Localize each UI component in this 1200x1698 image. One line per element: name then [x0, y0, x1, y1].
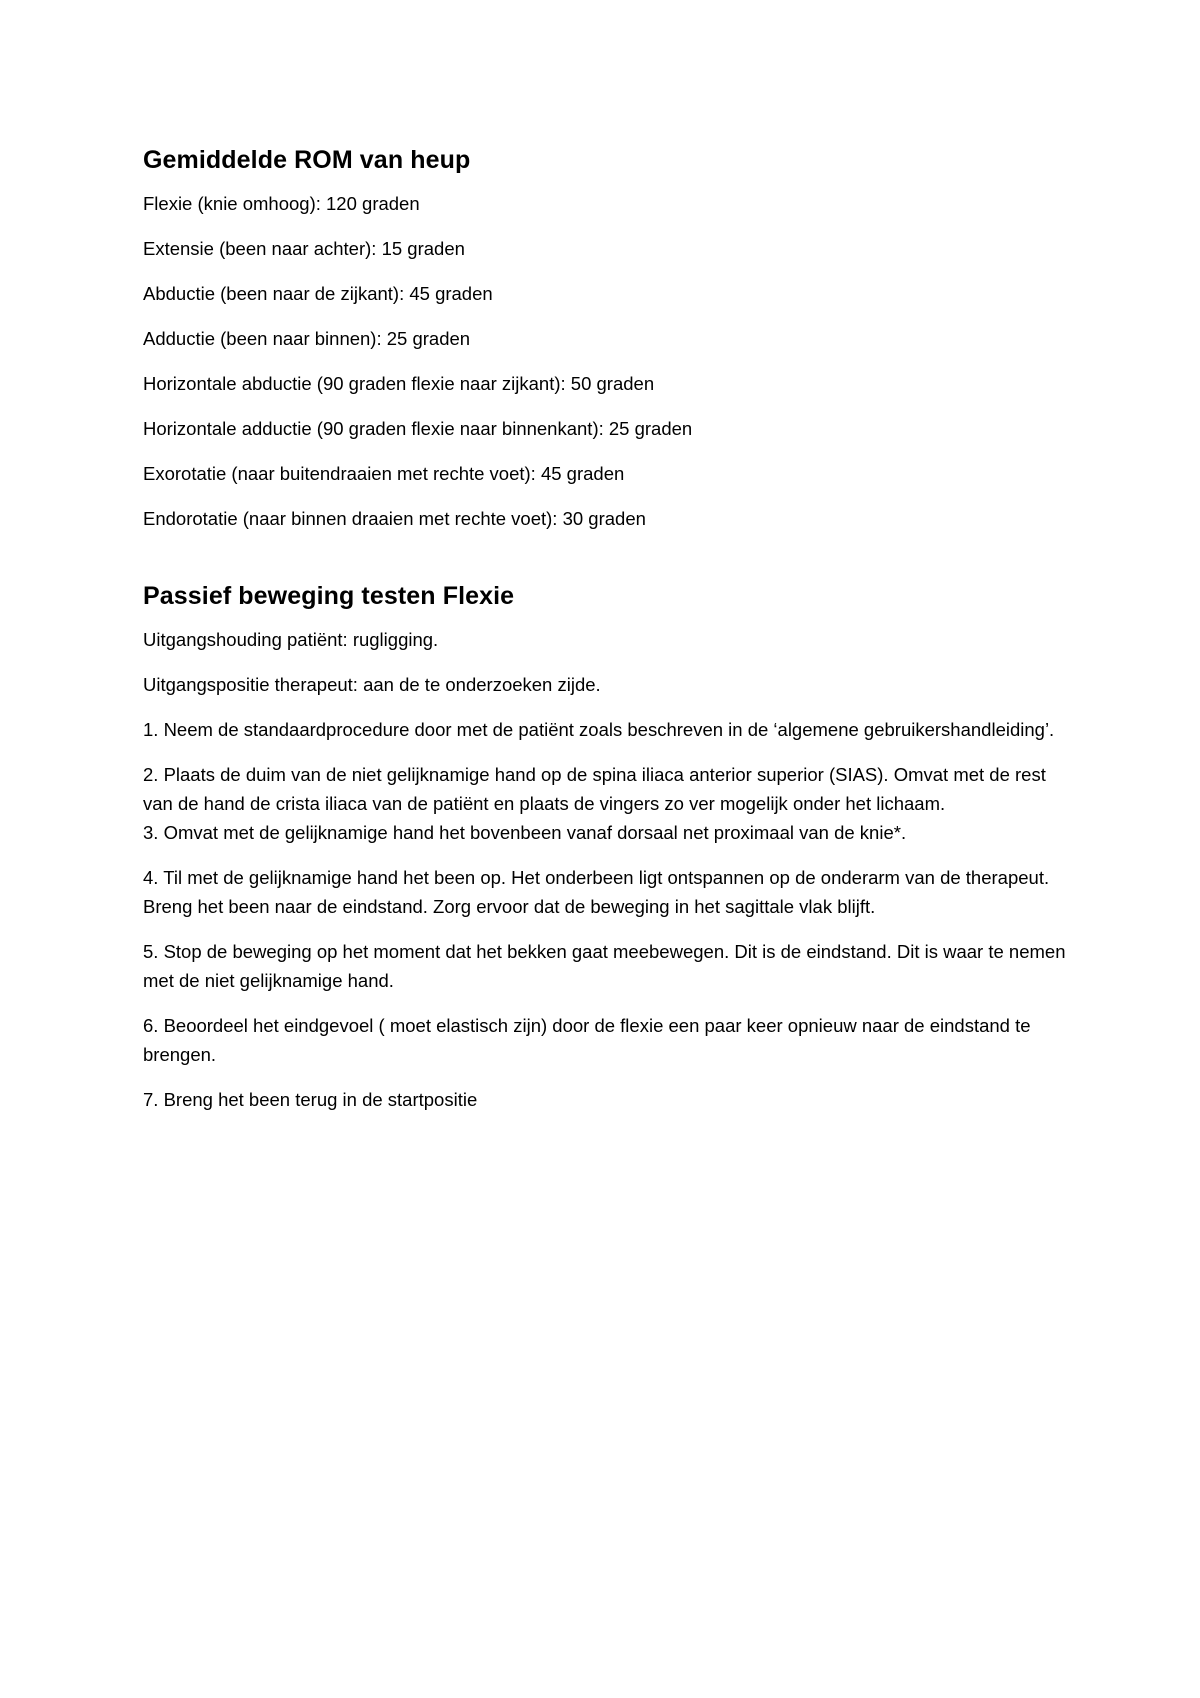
step-3: 3. Omvat met de gelijknamige hand het bovenbeen vanaf dorsaal net proximaal van de knie*. — [143, 822, 907, 843]
rom-section — [143, 143, 1073, 533]
step-5: 5. Stop de beweging op het moment dat het bekken gaat meebewegen. Dit is de eindstand. Dit is waar te nemen met de niet gelijknamige hand. — [143, 941, 1066, 991]
rom-item-horizontal-adductie: Horizontale adductie (90 graden flexie naar binnenkant): 25 graden — [143, 418, 693, 439]
step-1: 1. Neem de standaardprocedure door met de patiënt zoals beschreven in de ‘algemene gebruikershandleiding’. — [143, 719, 1055, 740]
document-content — [143, 143, 1073, 1130]
step-7: 7. Breng het been terug in de startpositie — [143, 1089, 478, 1110]
step-4: 4. Til met de gelijknamige hand het been op. Het onderbeen ligt ontspannen op de onderarm van de therapeut. Breng het been naar de eindstand. Zorg ervoor dat de beweging in het sagittale vlak blijft. — [143, 867, 1050, 917]
step-2: 2. Plaats de duim van de niet gelijknamige hand op de spina iliaca anterior superior (SIAS). Omvat met de rest van de hand de crista iliaca van de patiënt en plaats de vingers zo ver mogelijk onder het lichaam. — [143, 764, 1046, 814]
therapist-starting-position: Uitgangspositie therapeut: aan de te onderzoeken zijde. — [143, 674, 601, 695]
rom-item-flexie: Flexie (knie omhoog): 120 graden — [143, 193, 420, 214]
rom-item-extensie: Extensie (been naar achter): 15 graden — [143, 238, 465, 259]
rom-list — [143, 189, 1073, 533]
rom-heading: Gemiddelde ROM van heup — [143, 146, 471, 174]
step-6: 6. Beoordeel het eindgevoel ( moet elastisch zijn) door de flexie een paar keer opnieuw naar de eindstand te brengen. — [143, 1015, 1031, 1065]
patient-starting-position: Uitgangshouding patiënt: rugligging. — [143, 629, 439, 650]
rom-item-horizontal-abductie: Horizontale abductie (90 graden flexie naar zijkant): 50 graden — [143, 373, 655, 394]
passive-flexion-section — [143, 579, 1073, 1114]
rom-item-exorotatie: Exorotatie (naar buitendraaien met rechte voet): 45 graden — [143, 463, 625, 484]
rom-item-endorotatie: Endorotatie (naar binnen draaien met rechte voet): 30 graden — [143, 508, 646, 529]
rom-item-adductie: Adductie (been naar binnen): 25 graden — [143, 328, 471, 349]
passive-flexion-heading: Passief beweging testen Flexie — [143, 582, 515, 610]
rom-item-abductie: Abductie (been naar de zijkant): 45 graden — [143, 283, 493, 304]
